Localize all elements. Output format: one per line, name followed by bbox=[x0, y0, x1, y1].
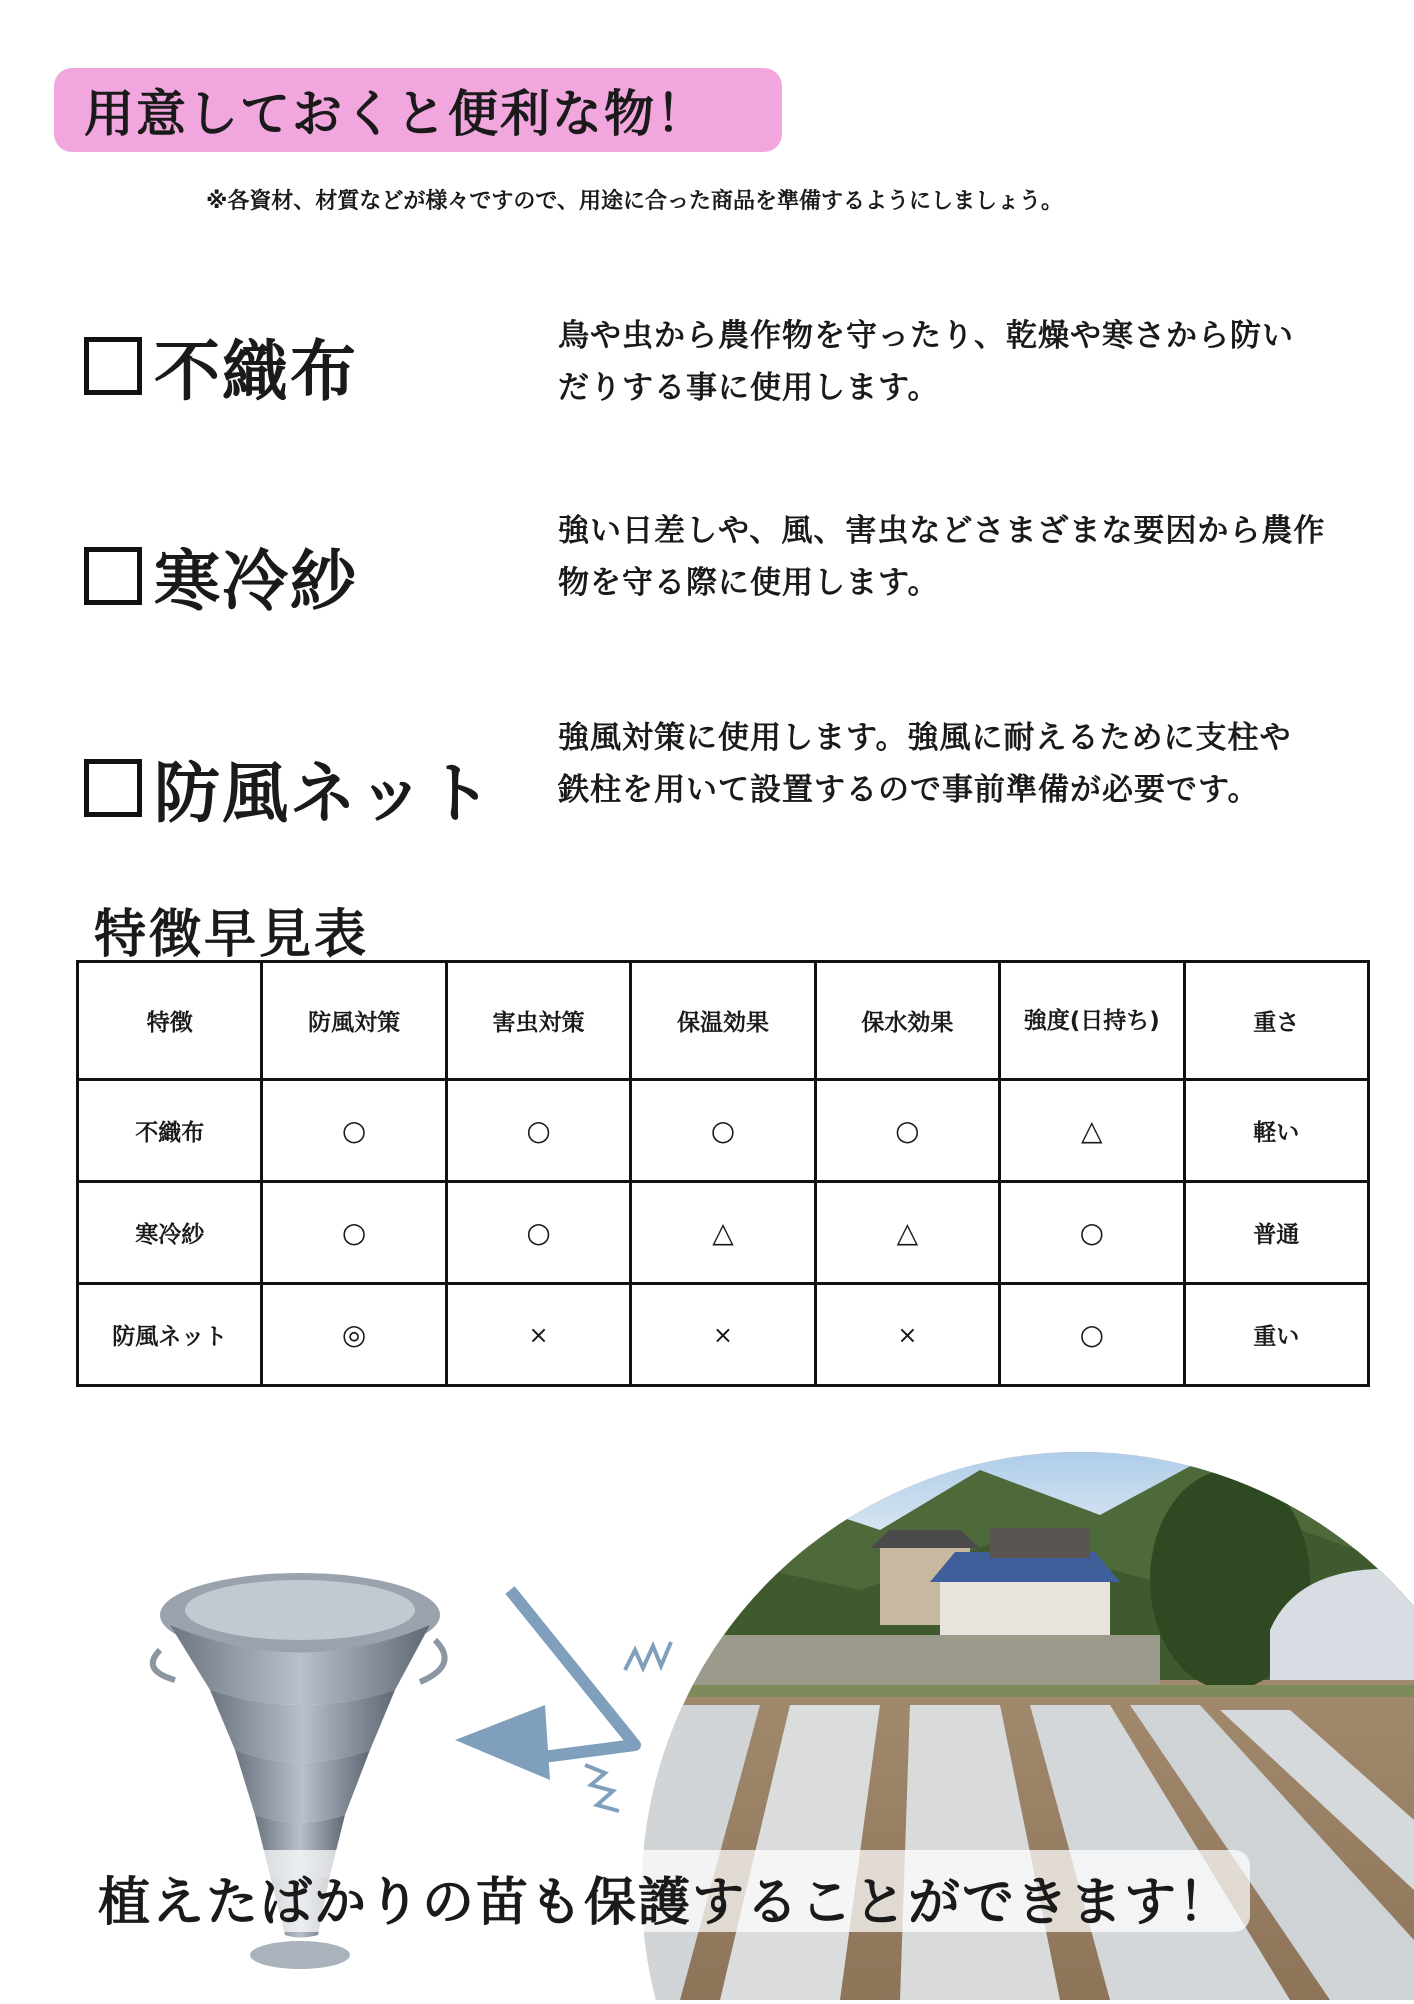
table-header-row bbox=[78, 962, 1369, 1080]
table-header-cell: 重さ bbox=[1184, 962, 1368, 1080]
table-header-cell: 防風対策 bbox=[262, 962, 446, 1080]
checkbox-icon[interactable] bbox=[84, 759, 142, 817]
table-row-label: 不織布 bbox=[78, 1080, 262, 1182]
table-cell: ○ bbox=[1000, 1182, 1184, 1284]
table-header-cell: 保温効果 bbox=[631, 962, 815, 1080]
item-kanreisha bbox=[84, 528, 358, 623]
table-cell: ○ bbox=[631, 1080, 815, 1182]
table-cell: ○ bbox=[262, 1182, 446, 1284]
table-header-cell: 害虫対策 bbox=[446, 962, 630, 1080]
item-bofu-net bbox=[84, 740, 494, 835]
description-line: 強い日差しや、風、害虫などさまざまな要因から農作 bbox=[558, 513, 1326, 549]
table-cell: × bbox=[631, 1284, 815, 1386]
item-name: 寒冷紗 bbox=[154, 543, 358, 620]
table-row bbox=[78, 1080, 1369, 1182]
description-line: 強風対策に使用します。強風に耐えるために支柱や bbox=[558, 720, 1292, 756]
table-cell: ○ bbox=[262, 1080, 446, 1182]
note-text: ※各資材、材質などが様々ですので、用途に合った商品を準備するようにしましょう。 bbox=[206, 189, 1063, 214]
table-title: 特徴早見表 bbox=[94, 905, 370, 965]
caption-text: 植えたばかりの苗も保護することができます！ bbox=[98, 1873, 1233, 1933]
table-cell: △ bbox=[815, 1182, 999, 1284]
table-cell: ◎ bbox=[262, 1284, 446, 1386]
item-name: 防風ネット bbox=[154, 755, 494, 832]
page-title bbox=[54, 68, 782, 152]
table-cell: × bbox=[815, 1284, 999, 1386]
table-row bbox=[78, 1284, 1369, 1386]
item-description bbox=[558, 712, 1388, 816]
arrow-icon bbox=[455, 1590, 671, 1811]
table-cell: △ bbox=[1000, 1080, 1184, 1182]
item-description bbox=[558, 505, 1388, 609]
description-line: 鉄柱を用いて設置するので事前準備が必要です。 bbox=[558, 772, 1260, 808]
item-description bbox=[558, 310, 1388, 414]
table-cell: 普通 bbox=[1184, 1182, 1368, 1284]
table-header-cell: 強度(日持ち) bbox=[1000, 962, 1184, 1080]
table-header-cell: 特徴 bbox=[78, 962, 262, 1080]
item-fushokufu bbox=[84, 318, 358, 413]
table-cell: ○ bbox=[446, 1080, 630, 1182]
description-line: 鳥や虫から農作物を守ったり、乾燥や寒さから防い bbox=[558, 318, 1294, 354]
table-row-label: 防風ネット bbox=[78, 1284, 262, 1386]
table-cell: ○ bbox=[446, 1182, 630, 1284]
description-line: 物を守る際に使用します。 bbox=[558, 565, 940, 601]
checkbox-icon[interactable] bbox=[84, 337, 142, 395]
table-cell: 軽い bbox=[1184, 1080, 1368, 1182]
table-header-cell: 保水効果 bbox=[815, 962, 999, 1080]
table-cell: ○ bbox=[1000, 1284, 1184, 1386]
table-cell: 重い bbox=[1184, 1284, 1368, 1386]
description-line: だりする事に使用します。 bbox=[558, 370, 940, 406]
table-cell: △ bbox=[631, 1182, 815, 1284]
page-title-text: 用意しておくと便利な物！ bbox=[84, 85, 708, 143]
table-row bbox=[78, 1182, 1369, 1284]
table-cell: ○ bbox=[815, 1080, 999, 1182]
table-row-label: 寒冷紗 bbox=[78, 1182, 262, 1284]
table-cell: × bbox=[446, 1284, 630, 1386]
feature-table bbox=[76, 960, 1370, 1387]
checkbox-icon[interactable] bbox=[84, 547, 142, 605]
item-name: 不織布 bbox=[154, 333, 358, 410]
